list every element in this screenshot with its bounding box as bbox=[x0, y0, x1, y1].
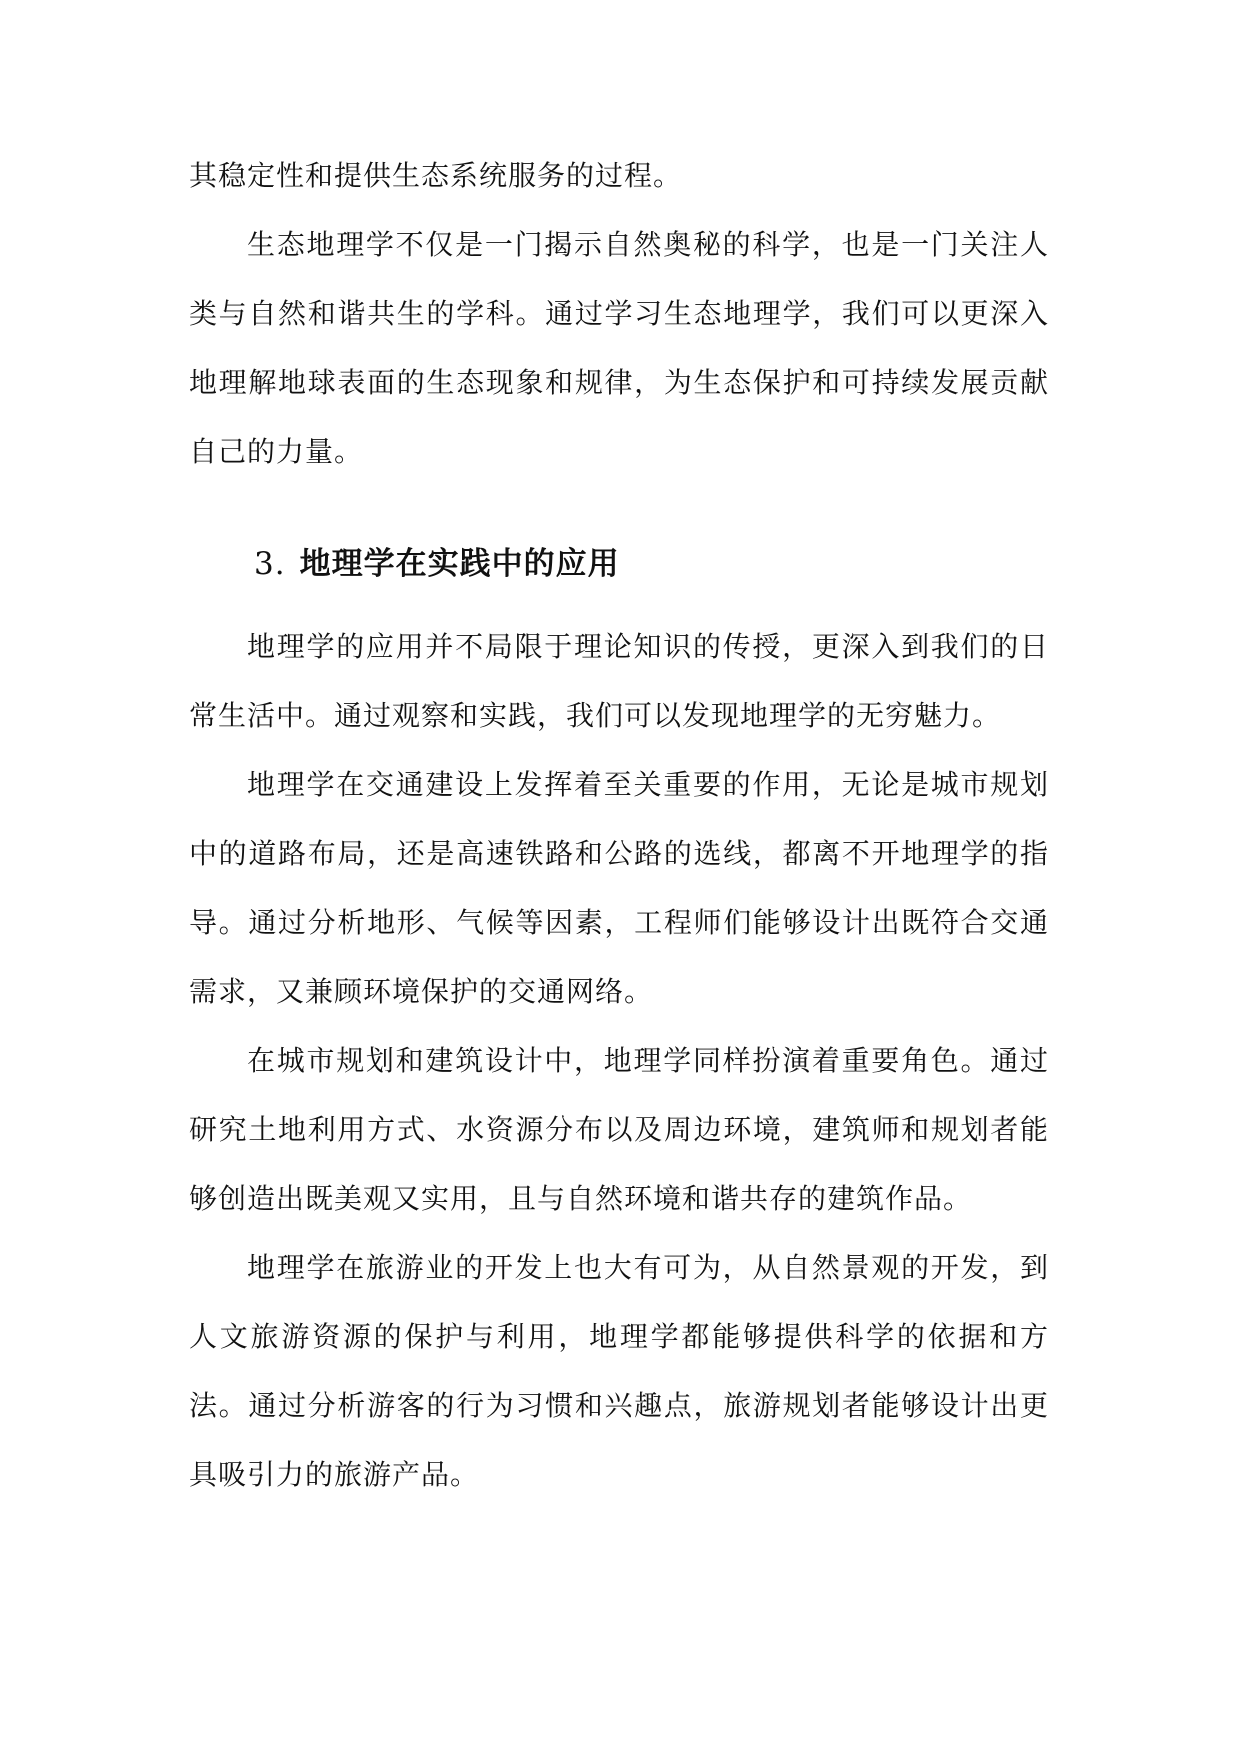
paragraph-ecological-geography: 生态地理学不仅是一门揭示自然奥秘的科学，也是一门关注人类与自然和谐共生的学科。通过学习生态地理学，我们可以更深入地理解地球表面的生态现象和规律，为生态保护和可持续发展贡献自己的力量。 bbox=[189, 228, 1049, 468]
paragraph-continuation: 其稳定性和提供生态系统服务的过程。 bbox=[189, 159, 683, 192]
paragraph-application-intro: 地理学的应用并不局限于理论知识的传授，更深入到我们的日常生活中。通过观察和实践，我们可以发现地理学的无穷魅力。 bbox=[189, 630, 1049, 732]
document-body bbox=[189, 141, 1049, 1509]
paragraph-tourism: 地理学在旅游业的开发上也大有可为，从自然景观的开发，到人文旅游资源的保护与利用，地理学都能够提供科学的依据和方法。通过分析游客的行为习惯和兴趣点，旅游规划者能够设计出更具吸引力的旅游产品。 bbox=[189, 1251, 1049, 1491]
section-number: 3. bbox=[254, 546, 286, 582]
section-title: 地理学在实践中的应用 bbox=[299, 546, 620, 582]
section-heading bbox=[189, 516, 1049, 612]
paragraph-urban-planning: 在城市规划和建筑设计中，地理学同样扮演着重要角色。通过研究土地利用方式、水资源分布以及周边环境，建筑师和规划者能够创造出既美观又实用，且与自然环境和谐共存的建筑作品。 bbox=[189, 1044, 1049, 1215]
paragraph-transportation: 地理学在交通建设上发挥着至关重要的作用，无论是城市规划中的道路布局，还是高速铁路和公路的选线，都离不开地理学的指导。通过分析地形、气候等因素，工程师们能够设计出既符合交通需求，又兼顾环境保护的交通网络。 bbox=[189, 768, 1049, 1008]
